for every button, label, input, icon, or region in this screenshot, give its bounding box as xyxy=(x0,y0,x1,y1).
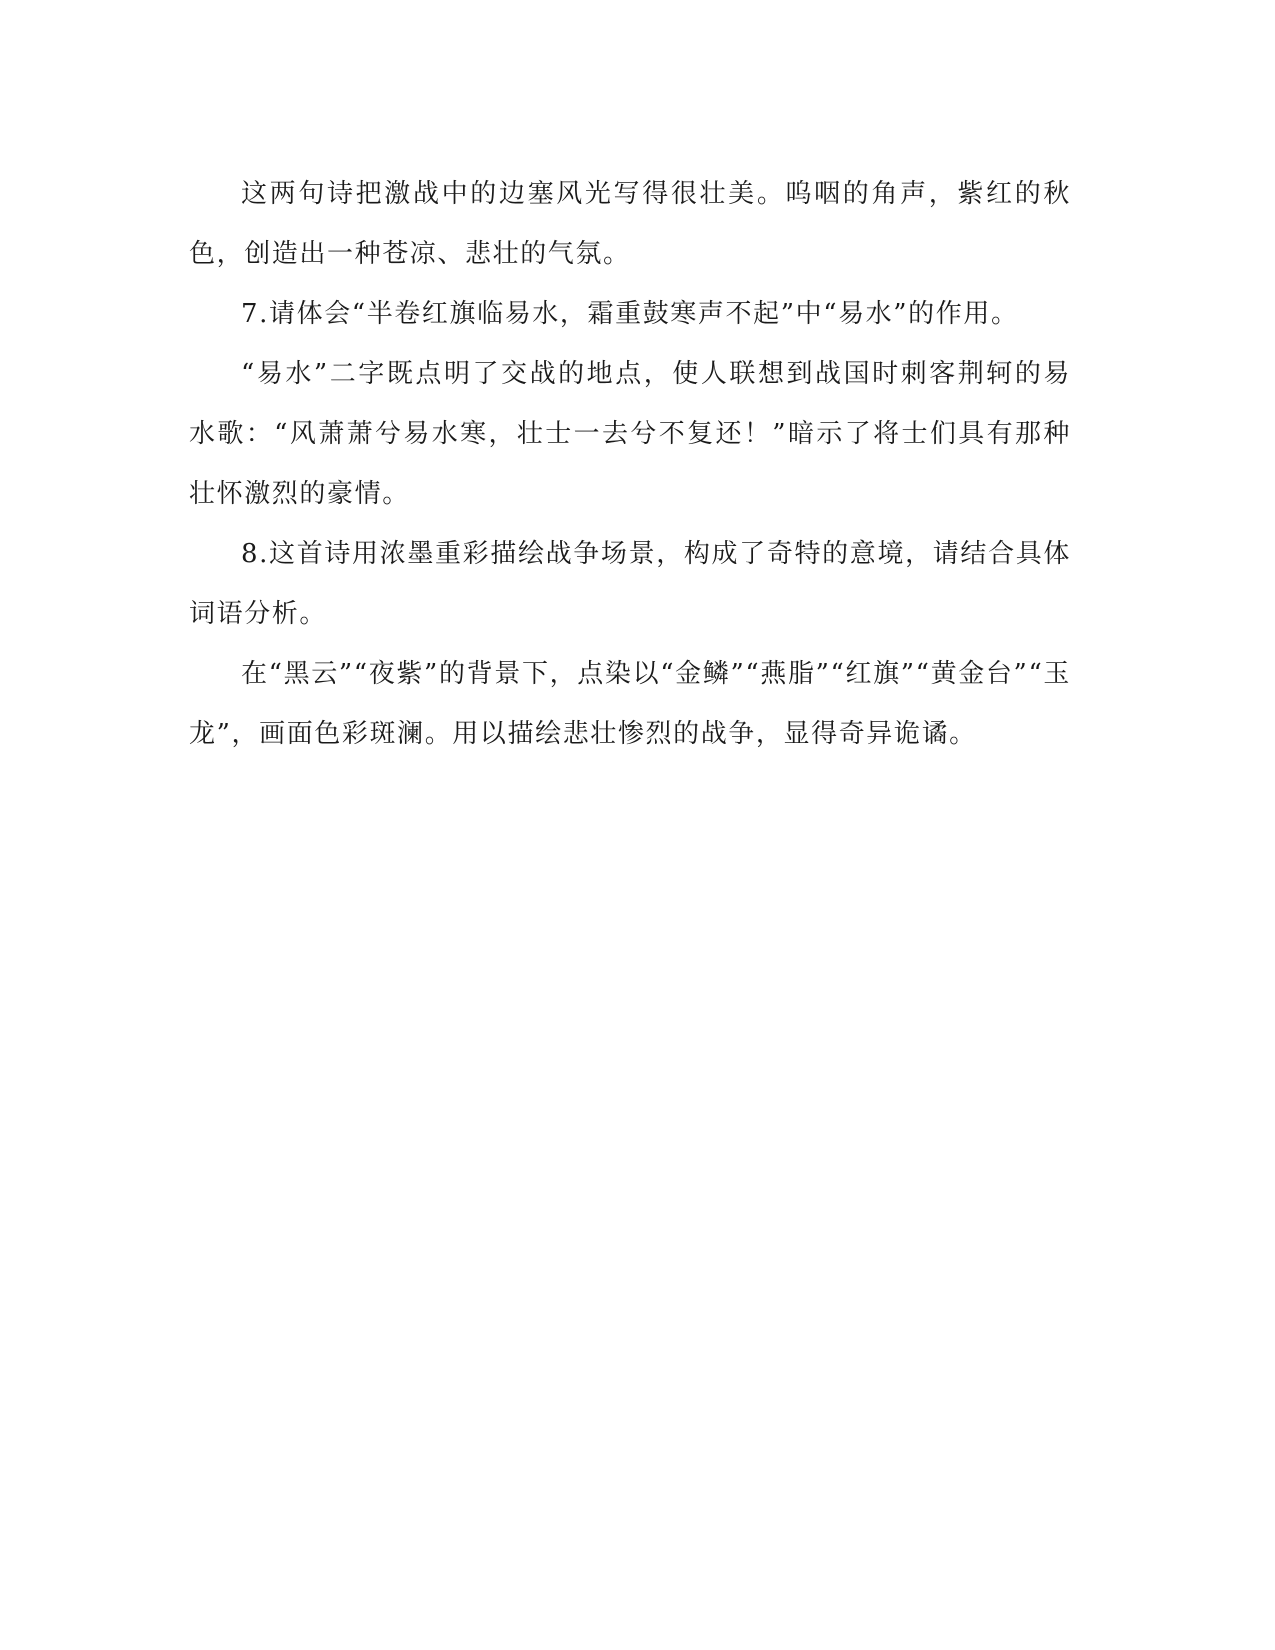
document-body xyxy=(189,164,1071,764)
answer-paragraph-8: 在“黑云”“夜紫”的背景下，点染以“金鳞”“燕脂”“红旗”“黄金台”“玉龙”，画面色彩斑澜。用以描绘悲壮惨烈的战争，显得奇异诡谲。 xyxy=(189,659,1071,749)
answer-paragraph-7: “易水”二字既点明了交战的地点，使人联想到战国时刺客荆轲的易水歌：“风萧萧兮易水寒，壮士一去兮不复还！”暗示了将士们具有那种壮怀激烈的豪情。 xyxy=(189,359,1071,509)
question-7: 7.请体会“半卷红旗临易水，霜重鼓寒声不起”中“易水”的作用。 xyxy=(241,299,1019,329)
answer-paragraph-6: 这两句诗把激战中的边塞风光写得很壮美。呜咽的角声，紫红的秋色，创造出一种苍凉、悲壮的气氛。 xyxy=(189,179,1071,269)
question-8: 8.这首诗用浓墨重彩描绘战争场景，构成了奇特的意境，请结合具体词语分析。 xyxy=(189,539,1071,629)
